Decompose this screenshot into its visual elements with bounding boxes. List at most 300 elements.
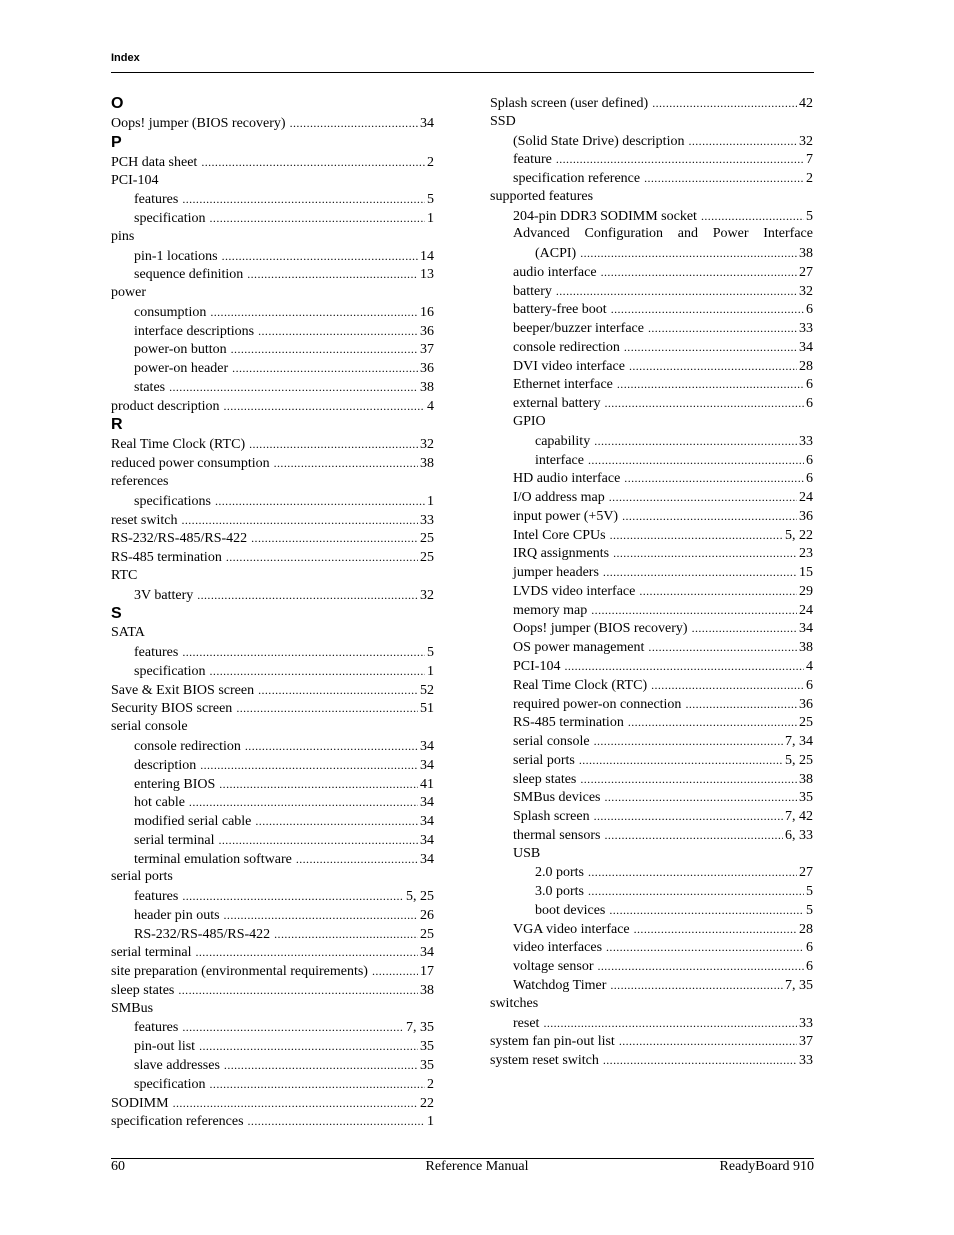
index-column-right — [490, 94, 813, 1070]
dot-leader — [215, 492, 425, 512]
index-page-ref: 38 — [799, 640, 813, 656]
dot-leader — [223, 397, 425, 417]
dot-leader — [210, 209, 425, 229]
index-entry — [111, 962, 434, 981]
index-entry — [490, 300, 813, 319]
index-term: external battery — [513, 396, 601, 412]
index-page-ref: 35 — [799, 790, 813, 806]
index-page-ref: 5 — [806, 902, 813, 918]
index-page-ref: 51 — [420, 701, 434, 717]
index-entry — [111, 153, 434, 172]
dot-leader — [613, 544, 797, 564]
index-term: 2.0 ports — [535, 865, 584, 881]
index-term: system fan pin-out list — [490, 1034, 615, 1050]
index-entry — [490, 282, 813, 301]
index-entry-word: Power — [712, 226, 749, 242]
index-entry — [490, 169, 813, 188]
index-term: serial terminal — [134, 832, 215, 848]
index-entry — [490, 619, 813, 638]
dot-leader — [701, 207, 804, 227]
index-page-ref: 33 — [799, 321, 813, 337]
index-entry — [111, 925, 434, 944]
index-entry-wrapped — [490, 225, 813, 244]
page-number: 60 — [111, 1159, 125, 1174]
index-entry — [111, 247, 434, 266]
index-entry — [490, 319, 813, 338]
index-entry — [111, 172, 434, 191]
index-page-ref: 5, 22 — [785, 527, 813, 543]
index-entry — [111, 397, 434, 416]
dot-leader — [604, 394, 804, 414]
index-page-ref: 24 — [799, 602, 813, 618]
index-entry — [111, 359, 434, 378]
index-term: references — [111, 474, 169, 490]
index-page-ref: 34 — [420, 757, 434, 773]
index-entry — [490, 770, 813, 789]
dot-leader — [556, 150, 804, 170]
index-term: states — [134, 379, 166, 395]
dot-leader — [629, 357, 797, 377]
index-entry — [111, 511, 434, 530]
index-page-ref: 33 — [799, 433, 813, 449]
index-entry — [111, 1094, 434, 1113]
dot-leader — [182, 887, 404, 907]
running-header: Index — [111, 52, 140, 64]
dot-leader — [685, 695, 797, 715]
index-entry — [111, 492, 434, 511]
dot-leader — [255, 812, 418, 832]
index-term: RS-232/RS-485/RS-422 — [134, 926, 271, 942]
index-entry — [111, 303, 434, 322]
index-entry — [111, 209, 434, 228]
index-term: jumper headers — [513, 565, 599, 581]
index-page-ref: 7, 35 — [785, 977, 813, 993]
index-term: interface descriptions — [134, 323, 255, 339]
index-page-ref: 1 — [427, 493, 434, 509]
index-page-ref: 27 — [799, 264, 813, 280]
index-page-ref: 34 — [799, 621, 813, 637]
dot-leader — [372, 962, 418, 982]
index-term: (Solid State Drive) description — [513, 133, 685, 149]
index-entry — [490, 469, 813, 488]
dot-leader — [182, 643, 425, 663]
index-term: RTC — [111, 567, 138, 583]
index-term: HD audio interface — [513, 471, 621, 487]
index-term: pins — [111, 228, 135, 244]
footer-product-name: ReadyBoard 910 — [719, 1159, 814, 1174]
index-term: IRQ assignments — [513, 546, 610, 562]
dot-leader — [610, 526, 783, 546]
index-term: Ethernet interface — [513, 377, 613, 393]
index-entry — [111, 586, 434, 605]
index-term: capability — [535, 433, 591, 449]
index-term: PCH data sheet — [111, 154, 198, 170]
index-entry — [111, 718, 434, 737]
dot-leader — [189, 793, 418, 813]
index-entry — [490, 1032, 813, 1051]
dot-leader — [588, 451, 804, 471]
index-term: 204-pin DDR3 SODIMM socket — [513, 208, 697, 224]
index-entry — [490, 601, 813, 620]
index-entry — [490, 244, 813, 263]
index-page-ref: 34 — [799, 339, 813, 355]
index-page-ref: 34 — [420, 814, 434, 830]
index-term: specification — [134, 1076, 206, 1092]
dot-leader — [274, 454, 418, 474]
index-page-ref: 15 — [799, 565, 813, 581]
index-term: VGA video interface — [513, 921, 630, 937]
dot-leader — [199, 1037, 418, 1057]
index-page-ref: 38 — [799, 246, 813, 262]
index-letter-heading: R — [111, 416, 123, 434]
index-page-ref: 32 — [799, 283, 813, 299]
index-term: beeper/buzzer interface — [513, 321, 644, 337]
index-term: specification reference — [513, 171, 641, 187]
dot-leader — [606, 938, 804, 958]
index-entry — [111, 756, 434, 775]
index-term: consumption — [134, 304, 207, 320]
dot-leader — [619, 1032, 797, 1052]
index-page-ref: 7, 34 — [785, 734, 813, 750]
index-term: 3V battery — [134, 587, 194, 603]
index-term: reset — [513, 1015, 540, 1031]
index-term: 3.0 ports — [535, 884, 584, 900]
index-term: feature — [513, 152, 552, 168]
dot-leader — [628, 713, 797, 733]
index-entry — [490, 676, 813, 695]
index-page-ref: 25 — [420, 926, 434, 942]
index-entry — [111, 624, 434, 643]
index-term: features — [134, 889, 179, 905]
dot-leader — [182, 190, 425, 210]
index-entry — [490, 920, 813, 939]
dot-leader — [652, 94, 797, 114]
index-entry — [111, 812, 434, 831]
index-term: features — [134, 645, 179, 661]
index-entry-word: Interface — [763, 226, 813, 242]
index-page-ref: 6 — [806, 677, 813, 693]
index-entry — [490, 263, 813, 282]
index-term: GPIO — [513, 414, 546, 430]
dot-leader — [296, 850, 418, 870]
index-page-ref: 34 — [420, 945, 434, 961]
index-page-ref: 29 — [799, 583, 813, 599]
dot-leader — [617, 375, 804, 395]
index-entry — [111, 190, 434, 209]
index-term: RS-485 termination — [513, 715, 624, 731]
index-page-ref: 23 — [799, 546, 813, 562]
index-entry — [111, 114, 434, 133]
dot-leader — [692, 619, 797, 639]
index-entry — [111, 906, 434, 925]
index-entry — [490, 732, 813, 751]
index-page-ref: 7 — [806, 152, 813, 168]
index-entry — [111, 850, 434, 869]
index-term: power-on button — [134, 342, 227, 358]
index-page-ref: 36 — [420, 323, 434, 339]
index-entry — [490, 657, 813, 676]
index-entry — [111, 454, 434, 473]
index-page-ref: 28 — [799, 921, 813, 937]
index-page-ref: 6 — [806, 940, 813, 956]
dot-leader — [624, 338, 797, 358]
index-term: thermal sensors — [513, 827, 601, 843]
index-entry — [490, 1051, 813, 1070]
dot-leader — [594, 807, 783, 827]
index-page-ref: 34 — [420, 116, 434, 131]
index-term: (ACPI) — [535, 246, 577, 262]
dot-leader — [178, 981, 418, 1001]
index-entry — [490, 995, 813, 1014]
index-page-ref: 7, 42 — [785, 809, 813, 825]
dot-leader — [597, 957, 804, 977]
index-page-ref: 1 — [427, 1114, 434, 1130]
index-entry — [111, 1056, 434, 1075]
index-entry — [490, 94, 813, 113]
index-entry — [111, 868, 434, 887]
dot-leader — [218, 831, 418, 851]
index-page-ref: 17 — [420, 964, 434, 980]
index-term: console redirection — [134, 738, 241, 754]
index-entry — [490, 826, 813, 845]
index-entry — [490, 563, 813, 582]
dot-leader — [210, 1075, 425, 1095]
index-term: features — [134, 1020, 179, 1036]
index-page-ref: 5 — [806, 208, 813, 224]
dot-leader — [580, 244, 797, 264]
index-term: switches — [490, 995, 539, 1011]
index-term: video interfaces — [513, 940, 603, 956]
index-page-ref: 4 — [806, 658, 813, 674]
index-entry — [490, 488, 813, 507]
index-page-ref: 6 — [806, 452, 813, 468]
index-letter-heading: S — [111, 605, 122, 623]
index-term: slave addresses — [134, 1057, 220, 1073]
index-page-ref: 16 — [420, 304, 434, 320]
index-term: serial ports — [513, 752, 575, 768]
index-page-ref: 34 — [420, 738, 434, 754]
dot-leader — [648, 319, 797, 339]
index-term: SODIMM — [111, 1095, 169, 1111]
dot-leader — [245, 737, 418, 757]
dot-leader — [609, 488, 797, 508]
index-page-ref: 36 — [799, 508, 813, 524]
index-entry — [111, 529, 434, 548]
index-entry — [490, 695, 813, 714]
index-entry — [111, 775, 434, 794]
dot-leader — [603, 563, 797, 583]
index-letter-heading: P — [111, 133, 122, 151]
dot-leader — [181, 511, 418, 531]
index-term: Splash screen (user defined) — [490, 96, 649, 111]
dot-leader — [610, 976, 783, 996]
index-entry — [111, 435, 434, 454]
index-term: interface — [535, 452, 584, 468]
index-term: LVDS video interface — [513, 583, 636, 599]
index-term: DVI video interface — [513, 358, 625, 374]
index-page-ref: 52 — [420, 682, 434, 698]
index-term: system reset switch — [490, 1053, 599, 1069]
index-entry — [111, 1037, 434, 1056]
dot-leader — [258, 322, 418, 342]
dot-leader — [651, 676, 804, 696]
index-entry — [490, 638, 813, 657]
index-term: audio interface — [513, 264, 597, 280]
index-term: Real Time Clock (RTC) — [513, 677, 648, 693]
index-term: SMBus — [111, 1000, 154, 1016]
index-entry — [490, 188, 813, 207]
index-term: I/O address map — [513, 490, 605, 506]
index-term: Save & Exit BIOS screen — [111, 682, 255, 698]
index-entry — [490, 863, 813, 882]
index-page-ref: 13 — [420, 267, 434, 283]
index-term: pin-out list — [134, 1039, 196, 1055]
index-term: modified serial cable — [134, 814, 252, 830]
index-entry — [490, 957, 813, 976]
dot-leader — [274, 925, 418, 945]
index-term: power — [111, 285, 146, 301]
index-entry — [111, 793, 434, 812]
index-page-ref: 6 — [806, 396, 813, 412]
index-term: RS-232/RS-485/RS-422 — [111, 531, 248, 547]
index-page-ref: 37 — [799, 1034, 813, 1050]
index-page-ref: 25 — [799, 715, 813, 731]
index-page-ref: 38 — [420, 456, 434, 472]
index-term: serial ports — [111, 869, 173, 885]
index-page-ref: 22 — [420, 1095, 434, 1111]
index-term: specifications — [134, 493, 211, 509]
index-term: Oops! jumper (BIOS recovery) — [513, 621, 688, 637]
dot-leader — [236, 699, 418, 719]
index-entry — [490, 432, 813, 451]
index-page-ref: 34 — [420, 851, 434, 867]
dot-leader — [182, 1018, 404, 1038]
index-page-ref: 36 — [420, 361, 434, 377]
index-entry — [111, 737, 434, 756]
footer-manual-title: Reference Manual — [425, 1159, 529, 1174]
dot-leader — [688, 132, 797, 152]
index-term: serial console — [111, 719, 188, 735]
index-entry — [490, 451, 813, 470]
index-term: Oops! jumper (BIOS recovery) — [111, 116, 286, 131]
index-entry — [490, 394, 813, 413]
dot-leader — [195, 943, 418, 963]
index-page-ref: 38 — [420, 982, 434, 998]
index-term: SSD — [490, 113, 516, 129]
index-page-ref: 28 — [799, 358, 813, 374]
dot-leader — [648, 638, 797, 658]
index-page-ref: 35 — [420, 1039, 434, 1055]
index-term: serial console — [513, 734, 590, 750]
dot-leader — [604, 826, 783, 846]
index-term: description — [134, 757, 197, 773]
index-page-ref: 6, 33 — [785, 827, 813, 843]
index-page-ref: 38 — [799, 771, 813, 787]
index-entry — [490, 207, 813, 226]
index-entry — [111, 548, 434, 567]
dot-leader — [251, 529, 418, 549]
index-page-ref: 2 — [806, 171, 813, 187]
index-entry — [490, 132, 813, 151]
dot-leader — [173, 1094, 418, 1114]
dot-leader — [609, 901, 804, 921]
dot-leader — [200, 756, 418, 776]
index-page-ref: 25 — [420, 550, 434, 566]
index-page-ref: 32 — [420, 437, 434, 453]
index-term: RS-485 termination — [111, 550, 222, 566]
index-term: hot cable — [134, 795, 185, 811]
index-entry — [490, 751, 813, 770]
dot-leader — [290, 114, 418, 134]
index-term: Watchdog Timer — [513, 977, 607, 993]
index-entry-word: Configuration — [584, 226, 664, 242]
index-entry — [111, 228, 434, 247]
index-entry — [490, 807, 813, 826]
index-entry — [490, 338, 813, 357]
index-term: product description — [111, 398, 220, 414]
index-page-ref: 27 — [799, 865, 813, 881]
index-entry — [111, 473, 434, 492]
index-entry — [490, 976, 813, 995]
dot-leader — [258, 681, 418, 701]
index-page-ref: 41 — [420, 776, 434, 792]
index-page-ref: 5, 25 — [406, 889, 434, 905]
index-term: features — [134, 192, 179, 208]
dot-leader — [564, 657, 804, 677]
index-page-ref: 32 — [799, 133, 813, 149]
index-page-ref: 34 — [420, 795, 434, 811]
index-term: entering BIOS — [134, 776, 216, 792]
index-entry — [490, 113, 813, 132]
index-entry — [490, 507, 813, 526]
dot-leader — [247, 265, 418, 285]
dot-leader — [222, 247, 418, 267]
index-term: supported features — [490, 188, 594, 204]
index-term: voltage sensor — [513, 959, 594, 975]
index-term: serial terminal — [111, 945, 192, 961]
dot-leader — [210, 662, 425, 682]
dot-leader — [603, 1051, 797, 1071]
dot-leader — [197, 586, 418, 606]
index-page-ref: 33 — [799, 1053, 813, 1069]
index-term: battery-free boot — [513, 302, 607, 318]
index-page-ref: 24 — [799, 490, 813, 506]
index-page-ref: 5 — [427, 645, 434, 661]
index-term: sequence definition — [134, 267, 244, 283]
index-page-ref: 25 — [420, 531, 434, 547]
index-page-ref: 5, 25 — [785, 752, 813, 768]
index-term: battery — [513, 283, 552, 299]
index-term: console redirection — [513, 339, 620, 355]
index-entry — [111, 681, 434, 700]
index-page-ref: 33 — [420, 512, 434, 528]
dot-leader — [226, 548, 418, 568]
index-term: input power (+5V) — [513, 508, 619, 524]
dot-leader — [248, 1112, 425, 1132]
index-term: pin-1 locations — [134, 248, 218, 264]
index-page-ref: 33 — [799, 1015, 813, 1031]
index-term: reset switch — [111, 512, 178, 528]
dot-leader — [611, 300, 804, 320]
index-entry — [111, 322, 434, 341]
index-term: sleep states — [513, 771, 577, 787]
index-entry — [111, 943, 434, 962]
index-page-ref: 36 — [799, 696, 813, 712]
dot-leader — [622, 507, 797, 527]
index-term: required power-on connection — [513, 696, 682, 712]
index-entry — [111, 1000, 434, 1019]
index-term: Splash screen — [513, 809, 590, 825]
